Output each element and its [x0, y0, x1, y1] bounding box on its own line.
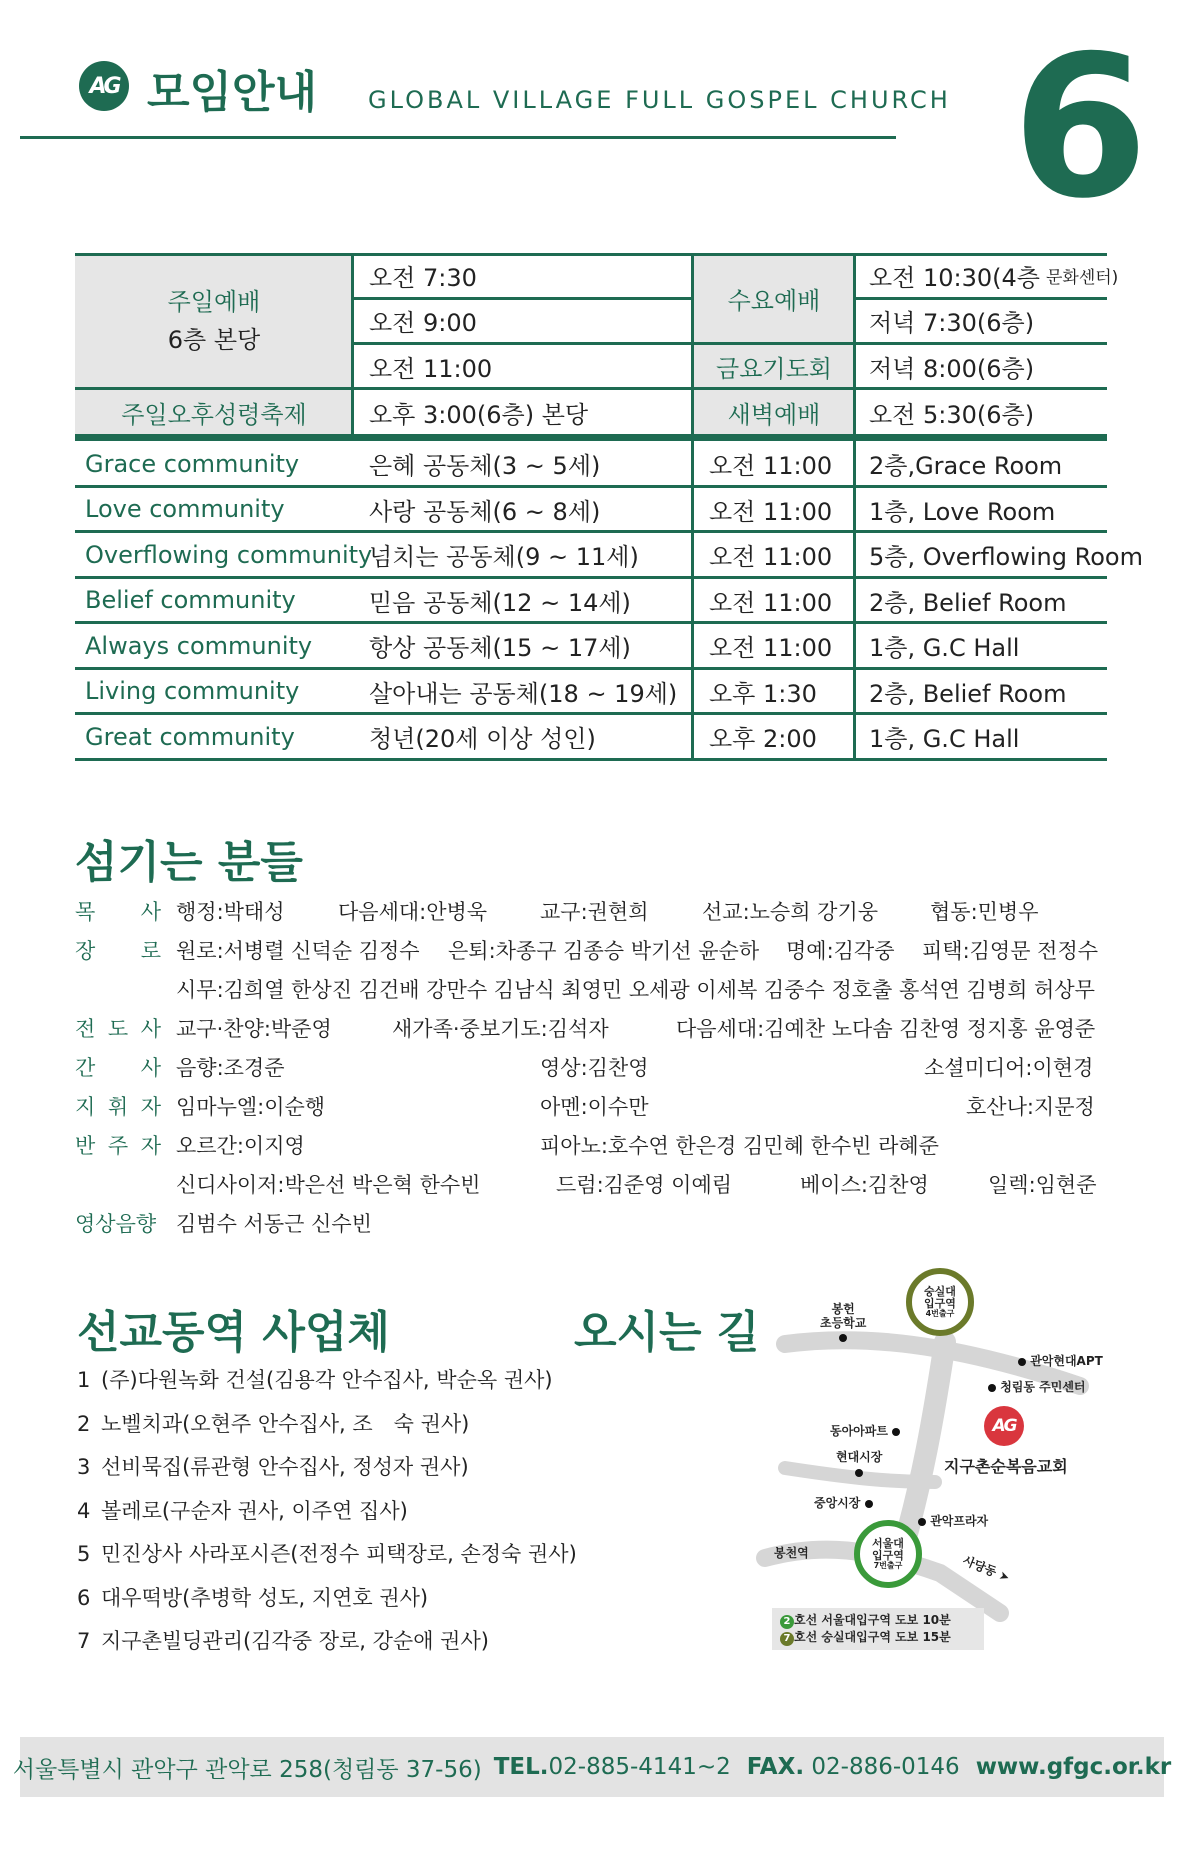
- business-number: 6: [77, 1585, 91, 1610]
- station-text: 7번출구: [873, 1560, 903, 1570]
- footer-tel: 02-885-4141~2: [548, 1754, 731, 1780]
- role-char: 간: [75, 1056, 96, 1080]
- community-name: Belief community: [85, 586, 296, 615]
- table-rule: [353, 342, 693, 345]
- business-number: 3: [77, 1455, 91, 1479]
- av-team: 김범수 서동근 신수빈: [176, 1212, 372, 1236]
- table-thick-rule: [75, 434, 1107, 441]
- dawn-service-time: 오전 5:30(6층): [869, 401, 1035, 429]
- table-rule: [693, 342, 1107, 345]
- business-text: 노벨치과(오현주 안수집사, 조 숙 권사): [101, 1411, 470, 1436]
- business-item: [77, 1408, 469, 1438]
- subway-line-2: [780, 1612, 976, 1629]
- community-place: 2층,Grace Room: [869, 452, 1063, 481]
- wednesday-service-label: 수요예배: [727, 286, 821, 315]
- community-name: Love community: [85, 495, 285, 524]
- evangelist-newfamily: 새가족·중보기도:김석자: [392, 1017, 609, 1041]
- wednesday-time-1-room: 문화센터): [1045, 268, 1119, 288]
- page-number: 6: [1012, 14, 1149, 242]
- business-text: 선비묵집(류관형 안수집사, 정성자 권사): [101, 1455, 469, 1479]
- business-item: [77, 1625, 489, 1655]
- community-name: Great community: [85, 722, 295, 751]
- footer-fax-label: FAX.: [746, 1754, 805, 1780]
- community-place: 5층, Overflowing Room: [869, 543, 1143, 572]
- label-text: 중앙시장: [814, 1496, 861, 1510]
- community-place: 1층, G.C Hall: [869, 634, 1020, 663]
- label-apt: [1018, 1352, 1103, 1369]
- label-market-central: [814, 1494, 873, 1511]
- line-7-icon: 7: [780, 1632, 794, 1646]
- line-7-text: 호선 숭실대입구역 도보 15분: [794, 1630, 951, 1644]
- church-logo: AG: [79, 61, 129, 111]
- role-char: 도: [107, 1017, 129, 1041]
- table-rule: [75, 387, 1107, 390]
- elder-retired: 은퇴:차종구 김종승 박기선 윤순하: [448, 939, 760, 963]
- community-korean: 넘치는 공동체(9 ~ 11세): [369, 543, 639, 572]
- label-market-hyundai: [836, 1448, 882, 1479]
- evangelist-parish: 교구·찬양:박준영: [176, 1017, 332, 1041]
- community-place: 2층, Belief Room: [869, 679, 1067, 708]
- map-dot: [892, 1428, 900, 1436]
- station-text: 입구역: [924, 1296, 956, 1310]
- label-school: [820, 1302, 866, 1345]
- role-char: 주: [107, 1134, 129, 1158]
- accompanist-electric: 일렉:임현준: [988, 1173, 1097, 1197]
- role-char: 지: [75, 1095, 96, 1119]
- friday-prayer-label: 금요기도회: [716, 354, 832, 383]
- line-2-text: 호선 서울대입구역 도보 10분: [794, 1613, 951, 1627]
- label-center: [988, 1378, 1086, 1395]
- sunday-time-3: 오전 11:00: [369, 354, 493, 383]
- business-number: 7: [77, 1629, 91, 1653]
- sunday-time-2: 오전 9:00: [369, 309, 477, 337]
- station-text: 서울대: [872, 1536, 904, 1550]
- business-number: 4: [77, 1498, 91, 1523]
- worship-schedule-table: [75, 253, 1143, 755]
- directions-heading: 오시는 길: [574, 1307, 760, 1358]
- church-map-logo: AG: [984, 1406, 1024, 1446]
- church-name-english: GLOBAL VILLAGE FULL GOSPEL CHURCH: [368, 86, 951, 114]
- map-dot: [839, 1334, 847, 1342]
- sunday-time-1: 오전 7:30: [369, 264, 477, 292]
- role-conductor: [75, 1091, 161, 1121]
- role-char: 자: [140, 1095, 161, 1119]
- elder-elect: 피택:김영문 전정수: [922, 939, 1099, 963]
- line-2-icon: 2: [780, 1615, 794, 1629]
- role-char: 사: [140, 900, 161, 924]
- business-item: [77, 1582, 428, 1612]
- afternoon-service-time: 오후 3:00(6층) 본당: [369, 401, 589, 429]
- business-number: 1: [77, 1368, 91, 1392]
- footer-tel-label: TEL.: [493, 1754, 549, 1780]
- elder-senior: 원로:서병렬 신덕순 김정수: [176, 939, 420, 963]
- community-name: Overflowing community: [85, 540, 373, 569]
- pastor-parish: 교구:권현희: [540, 900, 649, 924]
- business-item: [77, 1364, 553, 1394]
- wednesday-time-1: [869, 253, 1118, 298]
- staff-video: 영상:김찬영: [540, 1056, 649, 1080]
- label-text: 봉헌: [831, 1302, 855, 1316]
- map-dot: [918, 1518, 926, 1526]
- pastor-mission: 선교:노승희 강기웅: [702, 900, 879, 924]
- table-rule: [75, 253, 1107, 256]
- label-bongcheon: 봉천역: [774, 1546, 809, 1560]
- map-dot: [1018, 1358, 1026, 1366]
- role-char: 반: [75, 1134, 96, 1158]
- community-time: 오전 11:00: [709, 497, 833, 526]
- friday-prayer-time: 저녁 8:00(6층): [869, 354, 1035, 383]
- business-text: 대우떡방(추병학 성도, 지연호 권사): [101, 1585, 429, 1610]
- business-item: [77, 1538, 577, 1568]
- staff-social: 소셜미디어:이현경: [924, 1056, 1094, 1080]
- community-name: Always community: [85, 631, 313, 660]
- community-time: 오전 11:00: [709, 452, 833, 481]
- role-deacon-staff: [75, 1052, 161, 1082]
- label-text: 초등학교: [820, 1316, 867, 1331]
- accompanist-bass: 베이스:김찬영: [800, 1173, 929, 1197]
- footer-fax: 02-886-0146: [804, 1754, 960, 1780]
- dawn-service-label: 새벽예배: [727, 401, 821, 429]
- role-evangelist: [75, 1013, 161, 1043]
- community-korean: 은혜 공동체(3 ~ 5세): [369, 452, 601, 481]
- label-sadang: 사당동 ➤: [960, 1553, 1012, 1585]
- sunday-service-label: [75, 253, 353, 389]
- community-korean: 항상 공동체(15 ~ 17세): [369, 634, 631, 663]
- business-text: (주)다원녹화 건설(김용각 안수집사, 박순옥 권사): [101, 1368, 553, 1392]
- role-char: 목: [75, 900, 96, 924]
- label-text: 관악현대APT: [1030, 1354, 1103, 1368]
- role-char: 장: [75, 939, 96, 963]
- table-rule: [75, 758, 1107, 761]
- table-vrule: [853, 253, 856, 436]
- location-map: [740, 1268, 1120, 1658]
- conductor-hosanna: 호산나:지문정: [966, 1095, 1095, 1119]
- community-korean: 청년(20세 이상 성인): [369, 725, 596, 754]
- role-char: 휘: [107, 1095, 129, 1119]
- staff-heading: 섬기는 분들: [75, 837, 303, 888]
- wednesday-time-1-main: 오전 10:30(4층: [869, 264, 1040, 292]
- map-dot: [865, 1500, 873, 1508]
- label-text: 사당동: [960, 1553, 999, 1580]
- label-church: 지구촌순복음교회: [944, 1457, 1068, 1476]
- business-number: 2: [77, 1411, 91, 1436]
- role-av: 영상음향: [75, 1212, 157, 1236]
- community-korean: 살아내는 공동체(18 ~ 19세): [369, 679, 678, 708]
- community-place: 1층, Love Room: [869, 497, 1056, 526]
- map-dot: [855, 1469, 863, 1477]
- community-korean: 사랑 공동체(6 ~ 8세): [369, 497, 601, 526]
- role-char: 자: [140, 1134, 161, 1158]
- community-time: 오전 11:00: [709, 588, 833, 617]
- sunday-service-title: 주일예배: [167, 287, 261, 316]
- table-vrule: [691, 253, 694, 436]
- label-plaza: [918, 1512, 988, 1529]
- footer: [12, 1737, 1172, 1797]
- accompanist-organ: 오르간:이지영: [176, 1134, 305, 1158]
- wednesday-time-2: 저녁 7:30(6층): [869, 309, 1035, 337]
- business-text: 볼레로(구순자 권사, 이주연 집사): [101, 1498, 408, 1523]
- pastor-nextgen: 다음세대:안병욱: [338, 900, 488, 924]
- community-place: 2층, Belief Room: [869, 588, 1067, 617]
- community-name: Grace community: [85, 449, 300, 478]
- business-text: 민진상사 사라포시즌(전정수 피택장로, 손정숙 권사): [101, 1542, 577, 1566]
- business-item: [77, 1451, 469, 1481]
- community-name: Living community: [85, 677, 300, 706]
- station-text: 4번출구: [925, 1308, 955, 1318]
- accompanist-synth: 신디사이저:박은선 박은혁 한수빈: [176, 1173, 481, 1197]
- sunday-service-place: 6층 본당: [167, 326, 261, 354]
- afternoon-service-label: 주일오후성령축제: [121, 401, 307, 429]
- table-vrule: [853, 441, 856, 760]
- subway-line-7: [780, 1629, 976, 1646]
- role-accompanist: [75, 1130, 161, 1160]
- elder-active: 시무:김희열 한상진 김건배 강만수 김남식 최영민 오세광 이세복 김중수 정호출 홍석연 김병희 허상무: [176, 978, 1095, 1002]
- role-pastor: [75, 896, 161, 926]
- label-text: 동아아파트: [830, 1424, 888, 1438]
- role-char: 사: [140, 1056, 161, 1080]
- community-time: 오후 2:00: [709, 725, 817, 754]
- label-text: 청림동 주민센터: [1000, 1380, 1086, 1394]
- role-elder: [75, 935, 161, 965]
- label-text: 관악프라자: [930, 1514, 989, 1528]
- accompanist-drum: 드럼:김준영 이예림: [556, 1173, 733, 1197]
- map-dot: [988, 1384, 996, 1392]
- table-vrule: [351, 253, 354, 436]
- subway-info: [772, 1608, 984, 1650]
- role-char: 사: [140, 1017, 161, 1041]
- business-item: [77, 1495, 408, 1525]
- staff-sound: 음향:조경준: [176, 1056, 285, 1080]
- accompanist-piano: 피아노:호수연 한은경 김민혜 한수빈 라혜준: [540, 1134, 939, 1158]
- role-char: 로: [140, 939, 161, 963]
- role-char: 전: [75, 1017, 96, 1041]
- community-place: 1층, G.C Hall: [869, 725, 1020, 754]
- table-rule: [855, 297, 1107, 300]
- pastor-admin: 행정:박태성: [176, 900, 285, 924]
- evangelist-nextgen: 다음세대:김예찬 노다솜 김찬영 정지홍 윤영준: [676, 1017, 1096, 1041]
- elder-honorary: 명예:김각중: [786, 939, 895, 963]
- station-snu: [854, 1520, 922, 1588]
- conductor-amen: 아멘:이수만: [540, 1095, 649, 1119]
- station-text: 입구역: [872, 1548, 904, 1562]
- business-heading: 선교동역 사업체: [77, 1307, 390, 1358]
- community-time: 오전 11:00: [709, 543, 833, 572]
- footer-website[interactable]: www.gfgc.or.kr: [975, 1754, 1172, 1780]
- community-time: 오후 1:30: [709, 679, 817, 708]
- business-text: 지구촌빌딩관리(김각중 장로, 강순애 권사): [101, 1629, 489, 1653]
- pastor-associate: 협동:민병우: [930, 900, 1039, 924]
- footer-address: 서울특별시 관악구 관악로 258(청림동 37-56): [12, 1756, 482, 1783]
- conductor-immanuel: 임마누엘:이순행: [176, 1095, 326, 1119]
- header-divider: [20, 136, 896, 139]
- label-text: 현대시장: [836, 1450, 883, 1464]
- station-soongsil: [906, 1268, 974, 1336]
- table-rule: [353, 297, 693, 300]
- table-vrule: [691, 441, 694, 760]
- community-korean: 믿음 공동체(12 ~ 14세): [369, 588, 631, 617]
- business-number: 5: [77, 1542, 91, 1566]
- community-time: 오전 11:00: [709, 634, 833, 663]
- page-title: 모임안내: [147, 67, 318, 118]
- label-dongah: [830, 1422, 900, 1439]
- station-text: 숭실대: [924, 1284, 956, 1298]
